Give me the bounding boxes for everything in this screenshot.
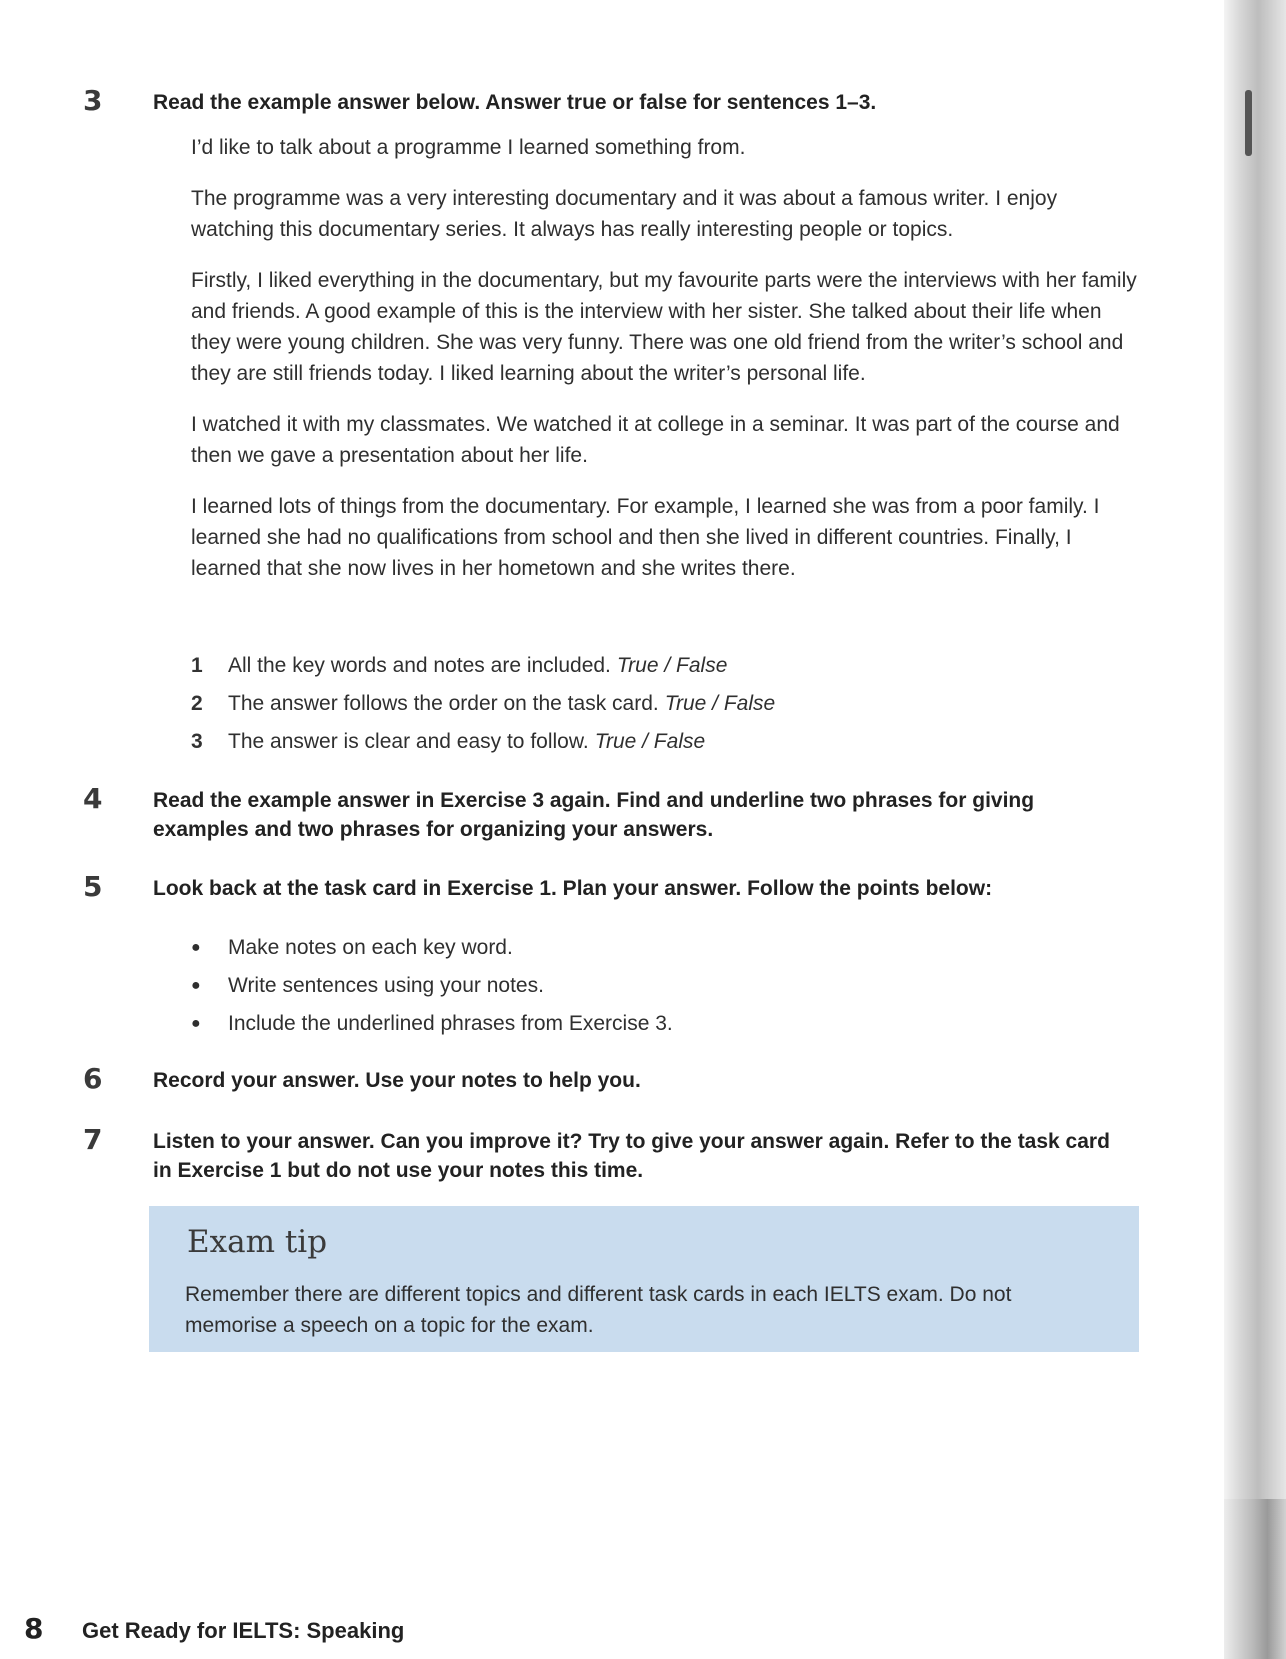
exercise-3	[83, 84, 1123, 117]
exercise-number: 3	[83, 84, 103, 117]
page-footer	[24, 1612, 404, 1645]
exercise-instruction: Read the example answer below. Answer true or false for sentences 1–3.	[153, 91, 877, 114]
bullet-icon: ●	[191, 1015, 201, 1032]
page-number: 8	[24, 1612, 44, 1645]
book-title: Get Ready for IELTS: Speaking	[82, 1618, 405, 1643]
exercise-6	[83, 1062, 1123, 1095]
bullet-icon: ●	[191, 977, 201, 994]
bullet-text: Make notes on each key word.	[228, 936, 513, 959]
exam-tip-title: Exam tip	[187, 1224, 328, 1260]
item-number: 3	[191, 730, 203, 753]
plan-points-list	[191, 936, 1091, 1050]
passage-paragraph: The programme was a very interesting documentary and it was about a famous writer. I enjoy watching this documentary series. It always has really interesting people or topics.	[191, 187, 1058, 241]
exercise-number: 5	[83, 870, 103, 903]
list-item	[191, 654, 1091, 678]
passage-paragraph: I watched it with my classmates. We watched it at college in a seminar. It was part of the course and then we gave a presentation about her life.	[191, 413, 1120, 467]
exam-tip-box	[149, 1206, 1139, 1352]
item-text: The answer is clear and easy to follow.	[228, 730, 589, 753]
exercise-5	[83, 870, 1123, 903]
exam-tip-body: Remember there are different topics and different task cards in each IELTS exam. Do not memorise a speech on a topic for the exam.	[185, 1283, 1012, 1337]
true-false-choice: True / False	[594, 730, 706, 753]
spine-mark	[1245, 90, 1252, 156]
exercise-instruction: Record your answer. Use your notes to help you.	[153, 1069, 641, 1092]
exercise-number: 4	[83, 782, 103, 815]
true-false-list	[191, 654, 1091, 768]
passage-paragraph: Firstly, I liked everything in the documentary, but my favourite parts were the interviews with her family and friends. A good example of this is the interview with her sister. She talked about their life when they were young children. She was very funny. There was one old friend from the writer’s school and they are still friends today. I liked learning about the writer’s personal life.	[191, 269, 1137, 385]
exercise-7	[83, 1123, 1123, 1185]
exercise-instruction: Look back at the task card in Exercise 1. Plan your answer. Follow the points below:	[153, 877, 993, 900]
list-item	[191, 730, 1091, 754]
true-false-choice: True / False	[664, 692, 776, 715]
item-number: 2	[191, 692, 203, 715]
example-answer-passage	[191, 132, 1141, 604]
bullet-text: Write sentences using your notes.	[228, 974, 544, 997]
book-spine-shadow	[1224, 0, 1286, 1659]
list-item	[191, 692, 1091, 716]
list-item	[191, 1012, 1091, 1036]
exercise-number: 6	[83, 1062, 103, 1095]
passage-paragraph: I learned lots of things from the documentary. For example, I learned she was from a poor family. I learned she had no qualifications from school and then she lived in different countries. Finally, I learned that she now lives in her hometown and she writes there.	[191, 495, 1100, 580]
passage-paragraph: I’d like to talk about a programme I learned something from.	[191, 136, 746, 159]
bullet-text: Include the underlined phrases from Exercise 3.	[228, 1012, 673, 1035]
list-item	[191, 936, 1091, 960]
exercise-instruction: Read the example answer in Exercise 3 again. Find and underline two phrases for giving examples and two phrases for organizing your answers.	[153, 789, 1035, 841]
bullet-icon: ●	[191, 939, 201, 956]
true-false-choice: True / False	[616, 654, 728, 677]
exercise-4	[83, 782, 1123, 844]
exercise-instruction: Listen to your answer. Can you improve it? Try to give your answer again. Refer to the task card in Exercise 1 but do not use your notes this time.	[153, 1130, 1110, 1182]
spine-bottom-shadow	[1224, 1499, 1286, 1659]
exercise-number: 7	[83, 1123, 103, 1156]
item-number: 1	[191, 654, 203, 677]
item-text: The answer follows the order on the task card.	[228, 692, 659, 715]
list-item	[191, 974, 1091, 998]
item-text: All the key words and notes are included.	[228, 654, 611, 677]
